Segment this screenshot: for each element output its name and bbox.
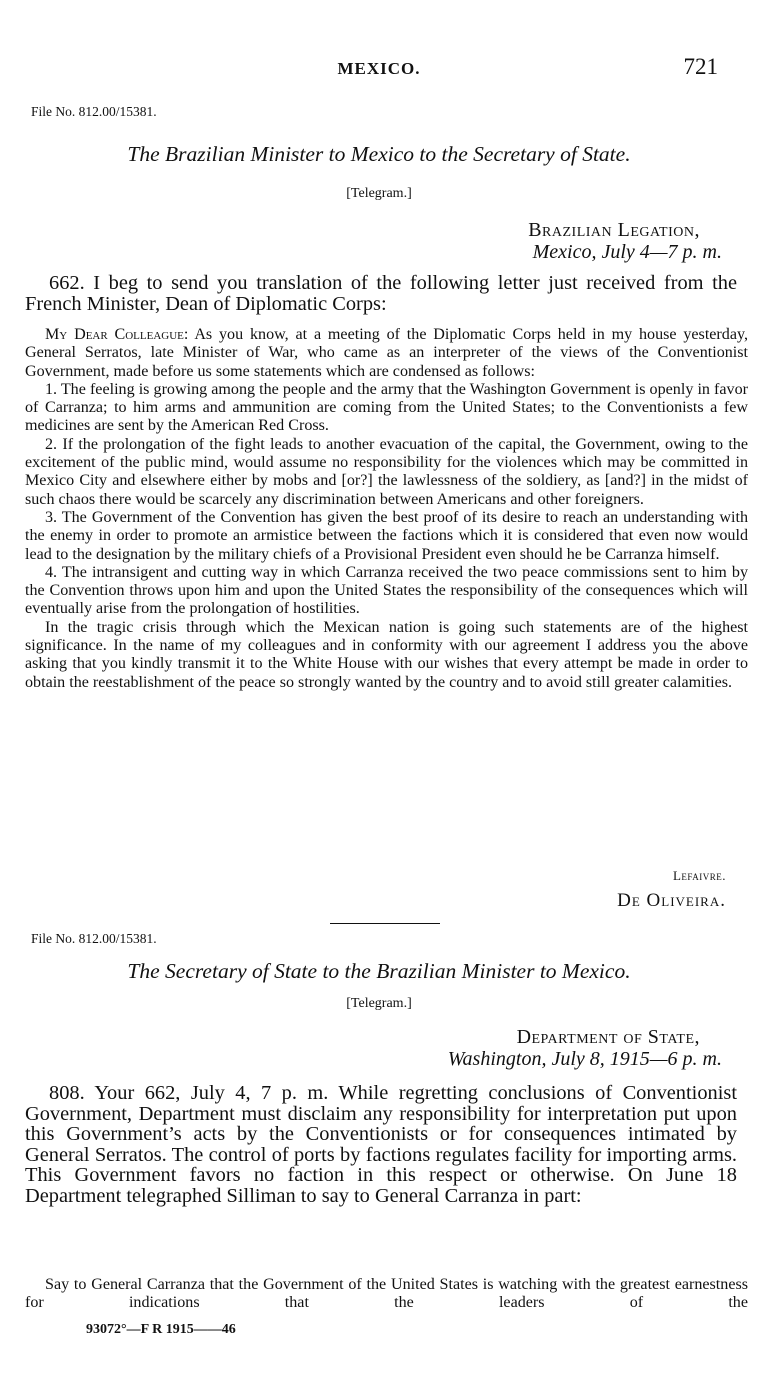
letter-paragraph: 1. The feeling is growing among the people and the army that the Washington Government is openly in favor of Carranza; to him arms and ammunition are coming from the United States; to the Conventionists a few medicines are sent by the American Red Cross. [25,380,748,435]
letter-paragraph: 2. If the prolongation of the fight leads to another evacuation of the capital, the Government, owing to the excitement of the public mind, would assume no responsibility for the violences which may be committed in Mexico City and elsewhere either by mobs and [or?] the lawlessness of the soldiery, as [and?] in the midst of such chaos there would be scarcely any discrimination between Americans and other foreigners. [25,435,748,508]
doc2-date: Washington, July 8, 1915—6 p. m. [447,1048,722,1070]
doc2-file-number: File No. 812.00/15381. [31,931,157,946]
letter-paragraph: In the tragic crisis through which the Mexican nation is going such statements are of the highest significance. In the name of my colleagues and in conformity with our agreement I address you the above asking that you kindly transmit it to the White House with our wishes that every attempt be made in order to obtain the reestablishment of the peace so strongly wanted by the country and to avoid still greater calamities. [25,618,748,691]
doc1-place-date [528,219,722,263]
letter-paragraph [25,326,748,381]
doc1-place: Brazilian Legation, [528,219,700,241]
doc1-date: Mexico, July 4—7 p. m. [532,241,722,263]
doc2-body-paragraph: 808. Your 662, July 4, 7 p. m. While regretting conclusions of Conventionist Government, Department must disclaim any responsibility for interpretation put upon this Government’s acts by the Conventionists or for consequences intimated by General Serratos. The control of ports by factions regulates facility for importing arms. This Government favors no faction in this respect or otherwise. On June 18 Department telegraphed Silliman to say to General Carranza in part: [25,1082,737,1207]
doc1-intro-paragraph: 662. I beg to send you translation of the following letter just received from the French Minister, Dean of Diplomatic Corps: [25,272,737,315]
letter-signature: Lefaivre. [672,868,726,883]
doc2-telegram-label: [Telegram.] [346,996,412,1011]
doc2-place: Department of State, [516,1026,700,1048]
doc1-heading: The Brazilian Minister to Mexico to the Secretary of State. [127,142,631,166]
doc2-place-date [448,1026,722,1070]
doc2-heading: The Secretary of State to the Brazilian Minister to Mexico. [127,959,631,983]
running-title: MEXICO. [337,59,421,78]
doc2-quote [25,1276,748,1313]
doc1-telegram-label: [Telegram.] [346,186,412,201]
doc1-file-number: File No. 812.00/15381. [31,104,157,119]
section-divider [330,923,440,924]
running-head [0,56,758,82]
doc1-letter [25,326,748,692]
doc1-signature: De Oliveira. [617,890,726,911]
letter-salutation: My Dear Colleague: [45,326,189,343]
page-number: 721 [683,54,718,79]
printer-signature-mark: 93072°—F R 1915——46 [86,1322,236,1337]
letter-paragraph-text: As you know, at a meeting of the Diplomatic Corps held in my house yesterday, General Serratos, late Minister of War, who came as an interpreter of the views of the Conventionist Government, made before us some statements which are condensed as follows: [25,326,749,380]
quote-paragraph: Say to General Carranza that the Government of the United States is watching with the greatest earnestness for indications that the leaders of the [25,1276,748,1312]
letter-paragraph: 4. The intransigent and cutting way in which Carranza received the two peace commissions sent to him by the Convention throws upon him and upon the United States the responsibility of the consequences which will eventually arise from the prolongation of hostilities. [25,563,748,618]
letter-paragraph: 3. The Government of the Convention has given the best proof of its desire to reach an understanding with the enemy in order to promote an armistice between the factions which it is considered that even now would lead to the designation by the military chiefs of a Provisional President even should he be Carranza himself. [25,508,748,563]
